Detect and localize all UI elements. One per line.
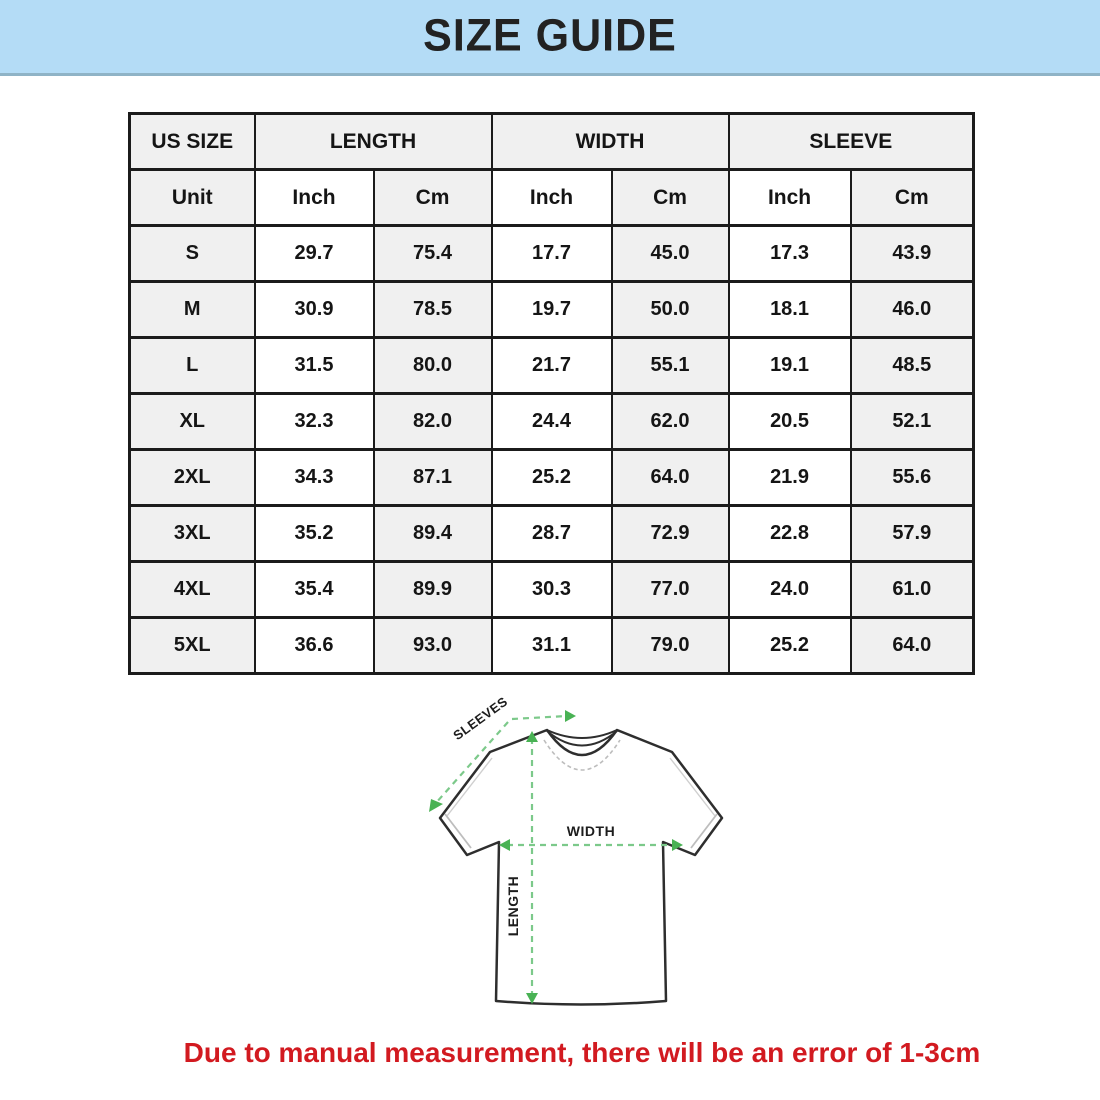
unit-header-row — [130, 170, 974, 226]
value-cell: 17.3 — [729, 226, 851, 282]
sleeves-measure-top — [512, 716, 567, 719]
page-title: SIZE GUIDE — [423, 10, 677, 62]
value-cell: 17.7 — [492, 226, 612, 282]
title-bar — [0, 0, 1100, 76]
value-cell: 30.3 — [492, 562, 612, 618]
value-cell: 35.2 — [255, 506, 374, 562]
value-cell: 19.1 — [729, 338, 851, 394]
unit-width-inch: Inch — [492, 170, 612, 226]
value-cell: 87.1 — [374, 450, 492, 506]
table-row — [130, 394, 974, 450]
unit-length-inch: Inch — [255, 170, 374, 226]
size-cell: 2XL — [130, 450, 255, 506]
unit-length-cm: Cm — [374, 170, 492, 226]
length-label: LENGTH — [505, 875, 521, 937]
size-cell: XL — [130, 394, 255, 450]
value-cell: 19.7 — [492, 282, 612, 338]
value-cell: 46.0 — [851, 282, 974, 338]
value-cell: 24.0 — [729, 562, 851, 618]
value-cell: 55.1 — [612, 338, 729, 394]
sleeves-arrow-right — [565, 710, 576, 722]
value-cell: 77.0 — [612, 562, 729, 618]
table-row — [130, 282, 974, 338]
size-table — [128, 112, 975, 675]
value-cell: 25.2 — [492, 450, 612, 506]
value-cell: 30.9 — [255, 282, 374, 338]
value-cell: 79.0 — [612, 618, 729, 674]
table-row — [130, 506, 974, 562]
value-cell: 24.4 — [492, 394, 612, 450]
value-cell: 64.0 — [612, 450, 729, 506]
size-cell: S — [130, 226, 255, 282]
value-cell: 28.7 — [492, 506, 612, 562]
measurement-disclaimer: Due to manual measurement, there will be an error of 1-3cm — [183, 1037, 981, 1068]
unit-label: Unit — [130, 170, 255, 226]
col-header-sleeve: SLEEVE — [729, 114, 974, 170]
table-row — [130, 338, 974, 394]
value-cell: 72.9 — [612, 506, 729, 562]
size-cell: 4XL — [130, 562, 255, 618]
value-cell: 89.4 — [374, 506, 492, 562]
value-cell: 75.4 — [374, 226, 492, 282]
value-cell: 22.8 — [729, 506, 851, 562]
value-cell: 50.0 — [612, 282, 729, 338]
value-cell: 25.2 — [729, 618, 851, 674]
unit-width-cm: Cm — [612, 170, 729, 226]
value-cell: 52.1 — [851, 394, 974, 450]
table-row — [130, 562, 974, 618]
value-cell: 64.0 — [851, 618, 974, 674]
size-cell: M — [130, 282, 255, 338]
col-header-us-size: US SIZE — [130, 114, 255, 170]
size-cell: 5XL — [130, 618, 255, 674]
sleeves-label: SLEEVES — [450, 693, 511, 744]
col-header-width: WIDTH — [492, 114, 729, 170]
value-cell: 93.0 — [374, 618, 492, 674]
value-cell: 82.0 — [374, 394, 492, 450]
value-cell: 55.6 — [851, 450, 974, 506]
value-cell: 57.9 — [851, 506, 974, 562]
value-cell: 34.3 — [255, 450, 374, 506]
value-cell: 45.0 — [612, 226, 729, 282]
tshirt-measurement-diagram — [395, 688, 795, 1036]
table-row — [130, 450, 974, 506]
table-row — [130, 226, 974, 282]
value-cell: 35.4 — [255, 562, 374, 618]
value-cell: 61.0 — [851, 562, 974, 618]
value-cell: 89.9 — [374, 562, 492, 618]
value-cell: 32.3 — [255, 394, 374, 450]
value-cell: 80.0 — [374, 338, 492, 394]
col-header-length: LENGTH — [255, 114, 492, 170]
value-cell: 18.1 — [729, 282, 851, 338]
value-cell: 31.1 — [492, 618, 612, 674]
size-cell: 3XL — [130, 506, 255, 562]
value-cell: 78.5 — [374, 282, 492, 338]
table-row — [130, 618, 974, 674]
value-cell: 36.6 — [255, 618, 374, 674]
value-cell: 62.0 — [612, 394, 729, 450]
unit-sleeve-cm: Cm — [851, 170, 974, 226]
value-cell: 21.9 — [729, 450, 851, 506]
value-cell: 43.9 — [851, 226, 974, 282]
width-label: WIDTH — [566, 823, 616, 839]
value-cell: 48.5 — [851, 338, 974, 394]
group-header-row — [130, 114, 974, 170]
collar-rib-line — [547, 730, 617, 738]
value-cell: 29.7 — [255, 226, 374, 282]
value-cell: 31.5 — [255, 338, 374, 394]
sleeves-arrow-bottom — [429, 799, 443, 812]
size-cell: L — [130, 338, 255, 394]
value-cell: 20.5 — [729, 394, 851, 450]
value-cell: 21.7 — [492, 338, 612, 394]
unit-sleeve-inch: Inch — [729, 170, 851, 226]
